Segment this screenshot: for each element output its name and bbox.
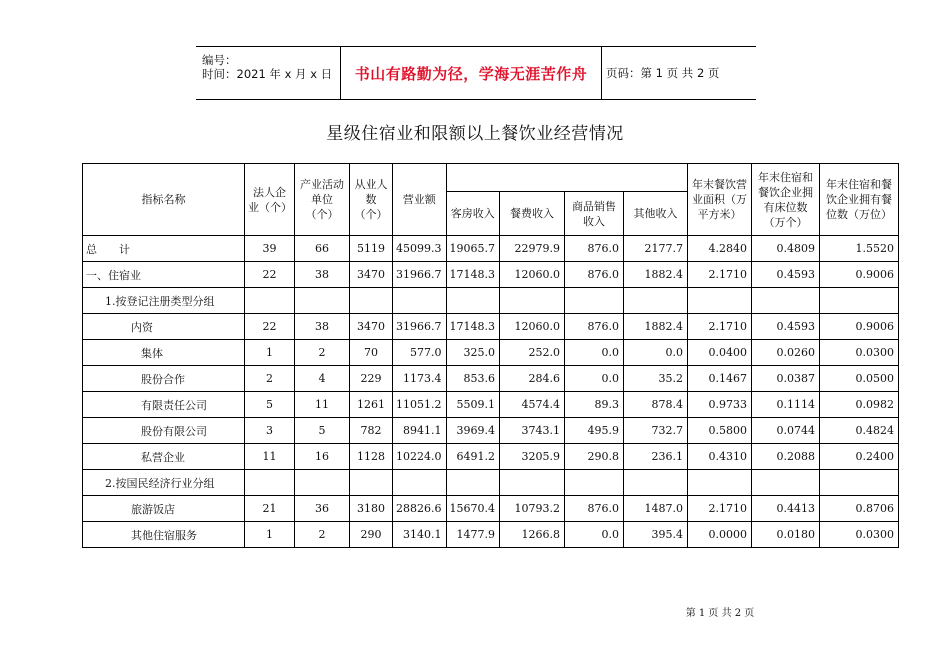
row-value: 732.7 xyxy=(624,418,688,444)
row-value: 236.1 xyxy=(624,444,688,470)
header-beds: 年末住宿和餐饮企业拥有床位数（万个） xyxy=(752,164,820,236)
row-value: 2.1710 xyxy=(688,496,752,522)
row-value: 495.9 xyxy=(565,418,624,444)
row-value: 0.4809 xyxy=(752,236,820,262)
row-value: 89.3 xyxy=(565,392,624,418)
row-value: 876.0 xyxy=(565,262,624,288)
row-value: 66 xyxy=(295,236,350,262)
row-value: 2 xyxy=(245,366,295,392)
row-value: 22979.9 xyxy=(500,236,565,262)
row-value: 878.4 xyxy=(624,392,688,418)
table-row xyxy=(83,236,899,262)
header-motto-cell xyxy=(340,47,602,99)
row-value: 3969.4 xyxy=(446,418,500,444)
row-value: 1.5520 xyxy=(820,236,899,262)
row-value: 0.4593 xyxy=(752,314,820,340)
row-value xyxy=(245,288,295,314)
row-name: 旅游饭店 xyxy=(83,496,245,522)
row-value: 876.0 xyxy=(565,236,624,262)
row-value: 395.4 xyxy=(624,522,688,548)
row-value: 577.0 xyxy=(393,340,447,366)
row-value: 0.1114 xyxy=(752,392,820,418)
row-value: 0.0744 xyxy=(752,418,820,444)
row-value: 876.0 xyxy=(565,314,624,340)
row-value: 0.2088 xyxy=(752,444,820,470)
row-value: 5119 xyxy=(350,236,393,262)
row-value xyxy=(624,470,688,496)
row-value xyxy=(446,288,500,314)
row-value: 0.0 xyxy=(565,366,624,392)
row-value: 325.0 xyxy=(446,340,500,366)
row-value: 45099.3 xyxy=(393,236,447,262)
table-body xyxy=(83,236,899,548)
row-value: 1 xyxy=(245,340,295,366)
table-row xyxy=(83,522,899,548)
row-value: 252.0 xyxy=(500,340,565,366)
row-value: 0.0260 xyxy=(752,340,820,366)
row-value xyxy=(446,470,500,496)
row-value xyxy=(350,288,393,314)
row-value: 3470 xyxy=(350,262,393,288)
row-value: 1261 xyxy=(350,392,393,418)
document-time-label: 时间：2021 年 x 月 x 日 xyxy=(202,67,333,81)
table-row xyxy=(83,288,899,314)
row-value: 3 xyxy=(245,418,295,444)
row-value xyxy=(624,288,688,314)
row-name: 股份有限公司 xyxy=(83,418,245,444)
row-value: 0.0180 xyxy=(752,522,820,548)
row-value: 3180 xyxy=(350,496,393,522)
row-value: 0.0300 xyxy=(820,522,899,548)
row-value: 5 xyxy=(245,392,295,418)
row-value: 4574.4 xyxy=(500,392,565,418)
row-value: 0.1467 xyxy=(688,366,752,392)
row-value xyxy=(350,470,393,496)
row-value: 21 xyxy=(245,496,295,522)
header-revenue-breakdown-blank xyxy=(446,164,688,192)
row-value xyxy=(500,288,565,314)
row-value: 0.0500 xyxy=(820,366,899,392)
row-value: 10793.2 xyxy=(500,496,565,522)
row-value: 31966.7 xyxy=(393,314,447,340)
row-value: 39 xyxy=(245,236,295,262)
row-name: 一、住宿业 xyxy=(83,262,245,288)
row-value xyxy=(820,288,899,314)
row-value xyxy=(295,288,350,314)
document-number-label: 编号： xyxy=(202,53,237,67)
row-value: 876.0 xyxy=(565,496,624,522)
table-row xyxy=(83,392,899,418)
row-value: 2 xyxy=(295,340,350,366)
row-value: 2177.7 xyxy=(624,236,688,262)
row-value xyxy=(752,288,820,314)
header-meta xyxy=(196,47,340,99)
row-value: 15670.4 xyxy=(446,496,500,522)
row-value: 290 xyxy=(350,522,393,548)
row-value xyxy=(500,470,565,496)
table-row xyxy=(83,262,899,288)
row-value xyxy=(393,288,447,314)
row-value: 1 xyxy=(245,522,295,548)
row-value: 5 xyxy=(295,418,350,444)
row-value: 284.6 xyxy=(500,366,565,392)
row-value: 0.0982 xyxy=(820,392,899,418)
table-row xyxy=(83,340,899,366)
header-catering: 餐费收入 xyxy=(500,192,565,236)
header-name: 指标名称 xyxy=(83,164,245,236)
row-value: 2.1710 xyxy=(688,262,752,288)
header-page-cell xyxy=(602,47,760,99)
row-value: 1882.4 xyxy=(624,262,688,288)
row-value: 0.0 xyxy=(565,340,624,366)
row-value: 4 xyxy=(295,366,350,392)
row-value: 0.4310 xyxy=(688,444,752,470)
row-value: 1487.0 xyxy=(624,496,688,522)
row-value xyxy=(295,470,350,496)
header-seats: 年末住宿和餐饮企业拥有餐位数（万位） xyxy=(820,164,899,236)
row-value: 35.2 xyxy=(624,366,688,392)
row-name: 总 计 xyxy=(83,236,245,262)
row-value: 38 xyxy=(295,314,350,340)
row-name: 内资 xyxy=(83,314,245,340)
row-value: 36 xyxy=(295,496,350,522)
row-value: 0.5800 xyxy=(688,418,752,444)
row-value: 0.0 xyxy=(565,522,624,548)
header-dining-area: 年末餐饮营业面积（万平方米） xyxy=(688,164,752,236)
table-row xyxy=(83,470,899,496)
row-value: 0.0400 xyxy=(688,340,752,366)
row-value: 0.0300 xyxy=(820,340,899,366)
row-value: 0.9006 xyxy=(820,314,899,340)
document-header xyxy=(196,46,756,100)
row-value: 0.4824 xyxy=(820,418,899,444)
row-value: 3205.9 xyxy=(500,444,565,470)
page-title: 星级住宿业和限额以上餐饮业经营情况 xyxy=(326,124,624,144)
row-value xyxy=(688,288,752,314)
row-value: 17148.3 xyxy=(446,262,500,288)
row-value: 17148.3 xyxy=(446,314,500,340)
row-value: 0.9733 xyxy=(688,392,752,418)
row-name: 股份合作 xyxy=(83,366,245,392)
table-row xyxy=(83,418,899,444)
row-value: 0.8706 xyxy=(820,496,899,522)
row-value xyxy=(245,470,295,496)
row-name: 其他住宿服务 xyxy=(83,522,245,548)
row-name: 有限责任公司 xyxy=(83,392,245,418)
header-motto: 书山有路勤为径，学海无涯苦作舟 xyxy=(354,64,588,83)
statistics-table xyxy=(82,163,899,548)
row-value: 1173.4 xyxy=(393,366,447,392)
table-row xyxy=(83,496,899,522)
row-value: 853.6 xyxy=(446,366,500,392)
row-value: 19065.7 xyxy=(446,236,500,262)
page-footer: 第 1 页 共 2 页 xyxy=(685,608,755,619)
row-name: 集体 xyxy=(83,340,245,366)
row-name: 1.按登记注册类型分组 xyxy=(83,288,245,314)
row-value: 3470 xyxy=(350,314,393,340)
row-value: 12060.0 xyxy=(500,262,565,288)
row-value: 290.8 xyxy=(565,444,624,470)
row-value: 0.4413 xyxy=(752,496,820,522)
row-value: 1477.9 xyxy=(446,522,500,548)
row-value: 1882.4 xyxy=(624,314,688,340)
row-value: 11 xyxy=(245,444,295,470)
row-value: 3743.1 xyxy=(500,418,565,444)
header-activity-units: 产业活动单位（个） xyxy=(295,164,350,236)
row-value xyxy=(820,470,899,496)
header-goods: 商品销售收入 xyxy=(565,192,624,236)
row-value: 10224.0 xyxy=(393,444,447,470)
row-value: 38 xyxy=(295,262,350,288)
table-row xyxy=(83,314,899,340)
header-room: 客房收入 xyxy=(446,192,500,236)
row-value xyxy=(393,470,447,496)
row-value: 2.1710 xyxy=(688,314,752,340)
row-value: 0.4593 xyxy=(752,262,820,288)
row-value: 0.2400 xyxy=(820,444,899,470)
row-value: 0.0387 xyxy=(752,366,820,392)
row-value: 0.9006 xyxy=(820,262,899,288)
header-revenue: 营业额 xyxy=(393,164,447,236)
row-value: 11051.2 xyxy=(393,392,447,418)
row-value: 3140.1 xyxy=(393,522,447,548)
row-value: 28826.6 xyxy=(393,496,447,522)
row-value: 16 xyxy=(295,444,350,470)
row-value: 11 xyxy=(295,392,350,418)
row-value: 22 xyxy=(245,262,295,288)
row-value: 0.0000 xyxy=(688,522,752,548)
row-value: 2 xyxy=(295,522,350,548)
row-value: 1266.8 xyxy=(500,522,565,548)
row-value xyxy=(565,470,624,496)
row-value: 6491.2 xyxy=(446,444,500,470)
row-value: 229 xyxy=(350,366,393,392)
table-row xyxy=(83,366,899,392)
row-value: 5509.1 xyxy=(446,392,500,418)
row-value xyxy=(565,288,624,314)
row-value: 12060.0 xyxy=(500,314,565,340)
row-value: 70 xyxy=(350,340,393,366)
row-value xyxy=(752,470,820,496)
row-value: 31966.7 xyxy=(393,262,447,288)
header-legal-entities: 法人企业（个） xyxy=(245,164,295,236)
row-value xyxy=(688,470,752,496)
row-value: 8941.1 xyxy=(393,418,447,444)
header-employees: 从业人数（个） xyxy=(350,164,393,236)
table-row xyxy=(83,444,899,470)
row-value: 1128 xyxy=(350,444,393,470)
row-name: 私营企业 xyxy=(83,444,245,470)
row-value: 782 xyxy=(350,418,393,444)
row-value: 22 xyxy=(245,314,295,340)
row-value: 0.0 xyxy=(624,340,688,366)
row-value: 4.2840 xyxy=(688,236,752,262)
header-other: 其他收入 xyxy=(624,192,688,236)
row-name: 2.按国民经济行业分组 xyxy=(83,470,245,496)
header-page-info: 页码：第 1 页 共 2 页 xyxy=(606,66,720,80)
